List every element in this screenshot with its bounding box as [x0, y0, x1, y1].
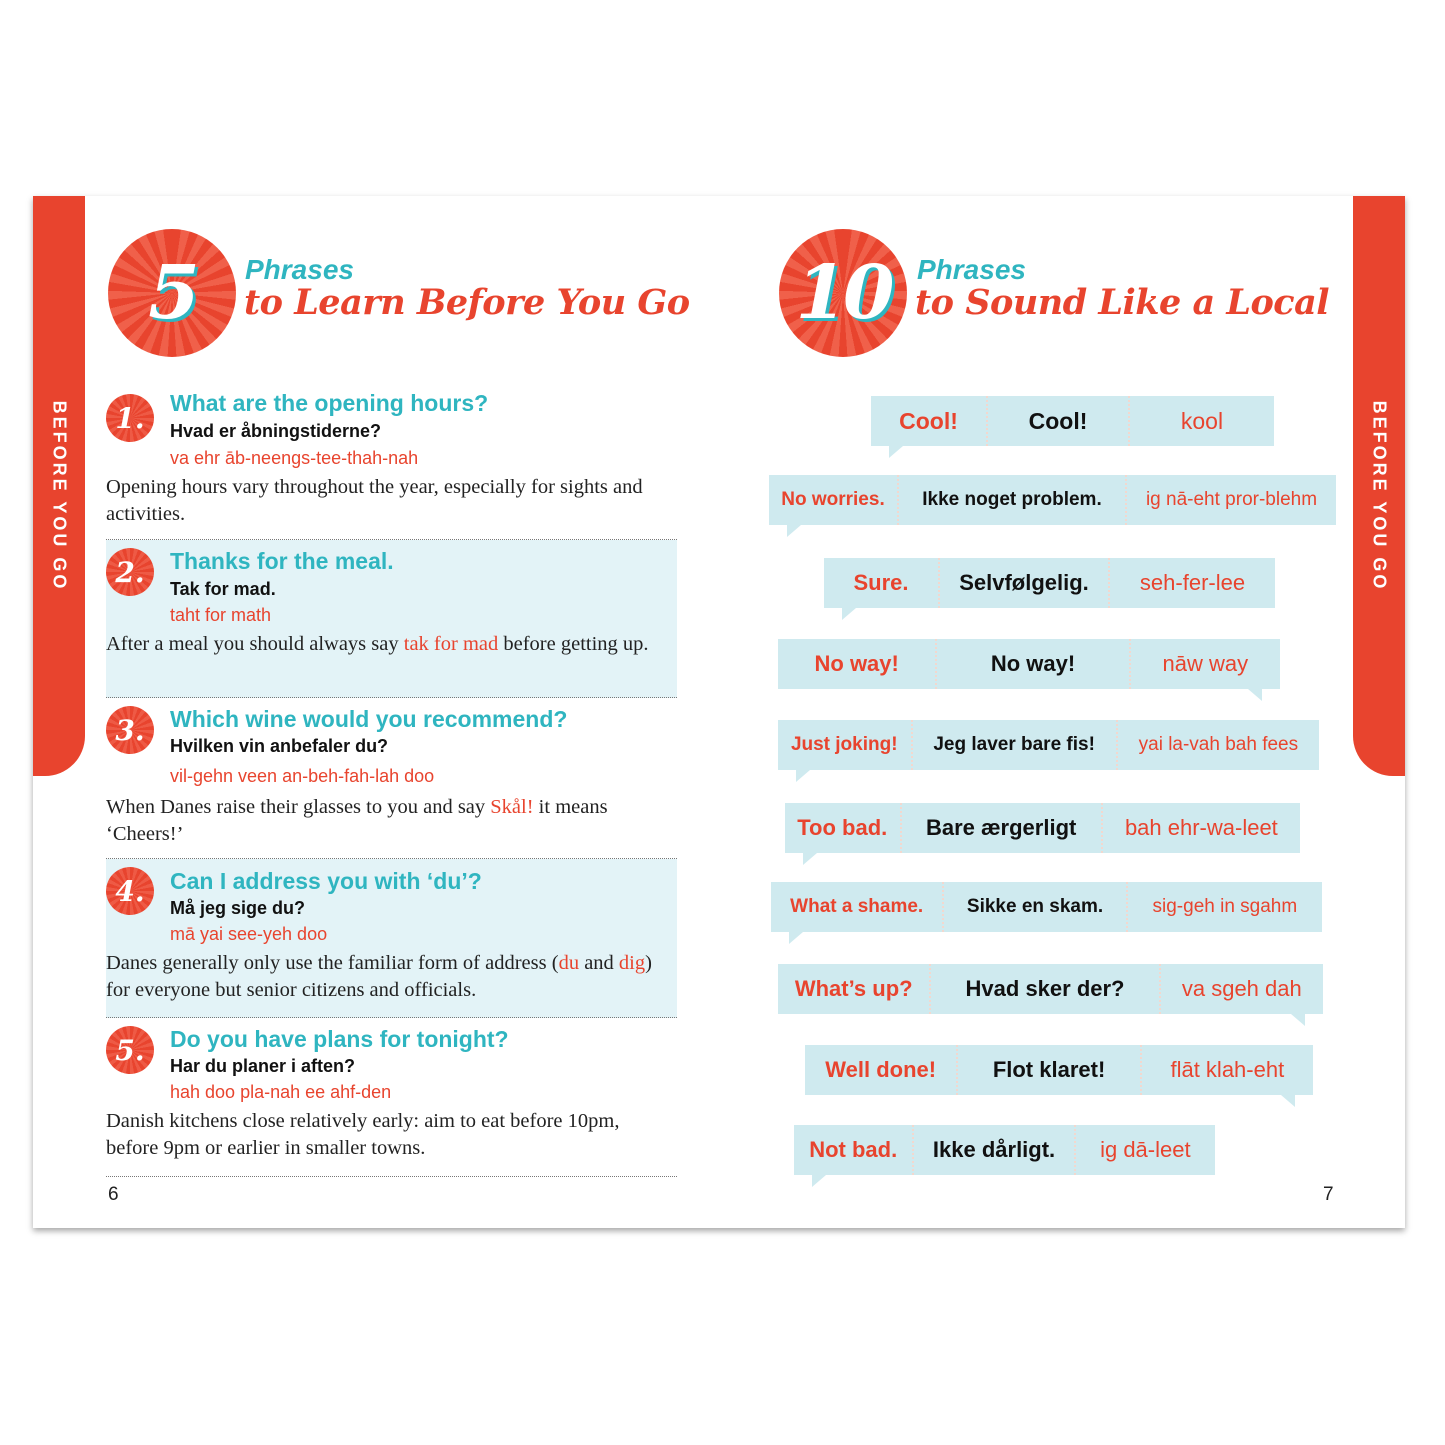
badge-number: 5	[148, 250, 196, 336]
slang-bubble-7	[771, 882, 1322, 932]
bubble-english: Too bad.	[797, 815, 888, 840]
bubble-pronunciation: seh-fer-lee	[1108, 558, 1275, 608]
page-number-right: 7	[1323, 1184, 1334, 1205]
bubble-pronunciation: sig-geh in sgahm	[1126, 882, 1322, 932]
phrase-pronunciation: va ehr āb-neengs-tee-thah-nah	[170, 448, 419, 468]
section-tab-label: BEFORE YOU GO	[49, 400, 70, 592]
number-badge-5	[108, 229, 236, 357]
bubble-english: No way!	[814, 651, 899, 676]
slang-bubble-10	[794, 1125, 1215, 1175]
bubble-english: Sure.	[853, 570, 909, 595]
page-number-left: 6	[108, 1184, 119, 1205]
phrase-pronunciation: hah doo pla-nah ee ahf-den	[170, 1082, 392, 1102]
bubble-pronunciation: ig nā-eht pror-blehm	[1125, 475, 1336, 525]
phrase-pronunciation: vil-gehn veen an-beh-fah-lah doo	[170, 766, 435, 786]
phrase-english: Thanks for the meal.	[170, 548, 394, 574]
phrase-danish: Tak for mad.	[170, 579, 276, 599]
phrase-item-2	[106, 540, 677, 698]
phrase-english: What are the opening hours?	[170, 390, 489, 416]
bubble-pronunciation: yai la-vah bah fees	[1116, 720, 1319, 770]
bubble-danish: Ikke dårligt.	[912, 1125, 1073, 1175]
slang-bubble-2	[769, 475, 1336, 525]
phrase-english: Can I address you with ‘du’?	[170, 868, 482, 894]
page-heading: to Sound Like a Local	[915, 282, 1330, 323]
bubble-pronunciation: flāt klah-eht	[1140, 1045, 1313, 1095]
section-tab-right	[1353, 196, 1405, 776]
phrase-danish: Hvilken vin anbefaler du?	[170, 736, 389, 756]
bubble-danish: Ikke noget problem.	[897, 475, 1125, 525]
bubble-danish: Cool!	[986, 396, 1128, 446]
phrase-item-5	[106, 1018, 677, 1177]
bubble-danish: Hvad sker der?	[929, 964, 1158, 1014]
phrase-number: 1.	[106, 394, 154, 442]
phrase-english: Do you have plans for tonight?	[170, 1026, 509, 1052]
phrase-danish: Må jeg sige du?	[170, 898, 306, 918]
phrase-item-4	[106, 859, 677, 1018]
section-tab-left	[33, 196, 85, 776]
bubble-danish: No way!	[935, 639, 1128, 689]
bubble-danish: Sikke en skam.	[942, 882, 1125, 932]
phrase-number: 3.	[106, 706, 154, 754]
bubble-pronunciation: kool	[1128, 396, 1274, 446]
section-tab-label: BEFORE YOU GO	[1369, 400, 1390, 592]
bubble-english: Not bad.	[809, 1137, 898, 1162]
bubble-pronunciation: nāw way	[1129, 639, 1280, 689]
slang-bubble-1	[871, 396, 1274, 446]
bubble-english: What’s up?	[794, 976, 913, 1001]
page-heading: to Learn Before You Go	[244, 282, 690, 323]
slang-bubble-4	[778, 639, 1280, 689]
phrase-tip: Opening hours vary throughout the year, especially for sights and activities.	[106, 476, 643, 525]
phrase-english: Which wine would you recommend?	[170, 706, 568, 732]
bubble-pronunciation: bah ehr-wa-leet	[1101, 803, 1300, 853]
phrase-pronunciation: taht for math	[170, 605, 272, 625]
phrase-pronunciation: mā yai see-yeh doo	[170, 924, 328, 944]
phrase-item-3	[106, 698, 677, 859]
phrase-danish: Har du planer i aften?	[170, 1056, 356, 1076]
bubble-english: Cool!	[899, 407, 958, 434]
bubble-english: No worries.	[781, 489, 885, 510]
book-spread	[33, 196, 1405, 1228]
slang-bubble-5	[778, 720, 1319, 770]
phrase-tip: Danes generally only use the familiar form of address (du and dig) for everyone but senior citizens and officials.	[106, 952, 652, 1001]
bubble-danish: Bare ærgerligt	[900, 803, 1101, 853]
bubble-danish: Jeg laver bare fis!	[911, 720, 1116, 770]
phrase-tip: When Danes raise their glasses to you and say Skål! it means ‘Cheers!’	[106, 796, 608, 845]
heading-small: Phrases	[917, 254, 1026, 285]
phrase-tip: After a meal you should always say tak for mad before getting up.	[106, 633, 649, 655]
phrase-number: 2.	[106, 548, 154, 596]
bubble-english: Well done!	[825, 1057, 937, 1082]
phrase-danish: Hvad er åbningstiderne?	[170, 421, 382, 441]
bubble-pronunciation: va sgeh dah	[1159, 964, 1323, 1014]
phrase-item-1	[106, 388, 677, 540]
phrase-number: 4.	[106, 867, 154, 915]
bubble-pronunciation: ig dā-leet	[1074, 1125, 1215, 1175]
badge-number: 10	[795, 250, 891, 336]
phrase-number: 5.	[106, 1026, 154, 1074]
bubble-danish: Flot klaret!	[956, 1045, 1139, 1095]
phrase-tip: Danish kitchens close relatively early: aim to eat before 10pm, before 9pm or earlier in smaller towns.	[106, 1110, 620, 1159]
bubble-english: What a shame.	[790, 896, 924, 917]
bubble-danish: Selvfølgelig.	[938, 558, 1108, 608]
number-badge-10	[779, 229, 907, 357]
slang-bubble-3	[824, 558, 1275, 608]
slang-bubble-6	[785, 803, 1300, 853]
bubble-english: Just joking!	[790, 734, 898, 755]
slang-bubble-8	[778, 964, 1323, 1014]
heading-small: Phrases	[245, 254, 354, 285]
slang-bubble-9	[805, 1045, 1313, 1095]
